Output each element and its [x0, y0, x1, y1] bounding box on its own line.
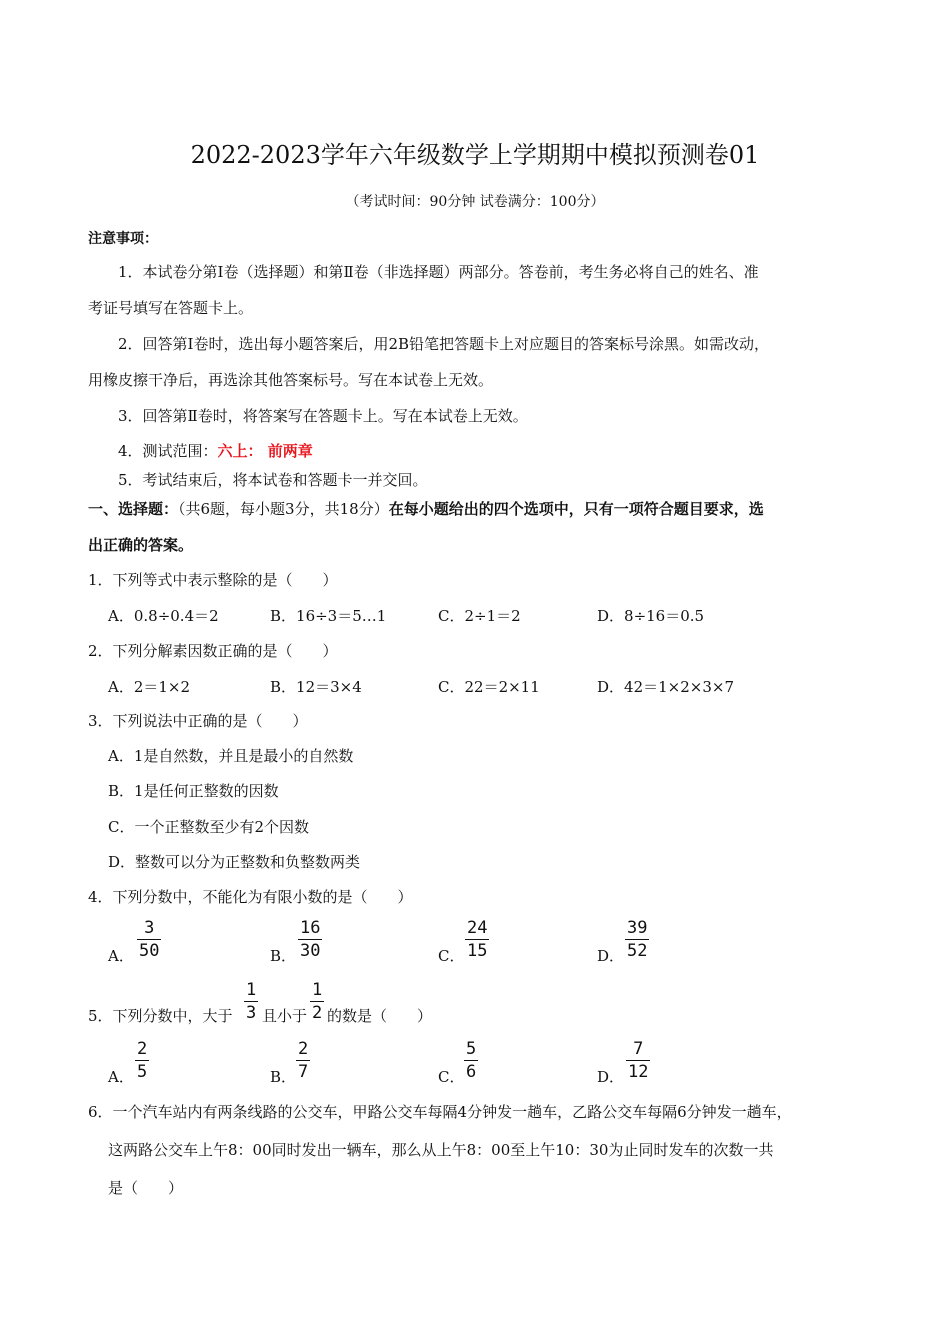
question-3-option-d: D．整数可以分为正整数和负整数两类 — [108, 853, 361, 871]
question-1-option-a: A．0.8÷0.4＝2 — [108, 607, 219, 625]
note-item-4 — [118, 440, 313, 461]
fraction-numerator: 5 — [466, 1039, 477, 1059]
question-1-option-c: C．2÷1＝2 — [438, 607, 521, 625]
question-1-stem: 1．下列等式中表示整除的是（ ） — [88, 571, 338, 589]
section-heading-line-2: 出正确的答案。 — [88, 536, 194, 554]
question-4-option-c-label: C． — [438, 947, 465, 965]
note-item-1-line-2: 考证号填写在答题卡上。 — [88, 299, 254, 317]
section-title: 一、选择题： — [88, 500, 179, 518]
question-5-option-b-fraction — [296, 1039, 310, 1082]
question-1-option-d: D．8÷16＝0.5 — [597, 607, 705, 625]
fraction-numerator: 1 — [246, 980, 257, 1000]
question-4-option-b-fraction — [298, 918, 322, 961]
question-2-stem: 2．下列分解素因数正确的是（ ） — [88, 642, 338, 660]
question-4-option-a-fraction — [137, 918, 161, 961]
fraction-denominator: 50 — [139, 941, 160, 961]
question-4-option-d-fraction — [625, 918, 649, 961]
question-4-option-a-label: A． — [108, 947, 134, 965]
question-5-option-c-fraction — [464, 1039, 478, 1082]
question-5-stem-part-1: 5．下列分数中，大于 — [88, 1007, 233, 1025]
fraction-numerator: 1 — [312, 980, 323, 1000]
test-range: 六上： 前两章 — [217, 442, 313, 460]
question-6-line-1: 6．一个汽车站内有两条线路的公交车，甲路公交车每隔4分钟发一趟车，乙路公交车每隔6分钟发一趟车， — [88, 1103, 792, 1121]
question-2-option-b: B．12＝3×4 — [270, 678, 362, 696]
notes-heading: 注意事项： — [88, 231, 158, 247]
fraction-denominator: 5 — [137, 1062, 148, 1082]
question-3-option-c: C．一个正整数至少有2个因数 — [108, 818, 310, 836]
note-item-5: 5．考试结束后，将本试卷和答题卡一并交回。 — [118, 471, 428, 489]
fraction-denominator: 3 — [246, 1003, 257, 1023]
fraction-numerator: 39 — [627, 918, 648, 938]
question-3-option-a: A．1是自然数，并且是最小的自然数 — [108, 747, 354, 765]
question-4-stem: 4．下列分数中，不能化为有限小数的是（ ） — [88, 888, 413, 906]
question-4-option-c-fraction — [465, 918, 489, 961]
question-5-stem-fraction-1 — [244, 980, 258, 1023]
question-4-option-b-label: B． — [270, 947, 297, 965]
question-5-stem-part-3: 的数是（ ） — [327, 1007, 433, 1025]
question-5-option-b-label: B． — [270, 1068, 297, 1086]
fraction-denominator: 15 — [467, 941, 488, 961]
question-3-option-b: B．1是任何正整数的因数 — [108, 782, 279, 800]
question-5-option-d-label: D． — [597, 1068, 625, 1086]
question-5-option-a-fraction — [135, 1039, 149, 1082]
fraction-numerator: 2 — [137, 1039, 148, 1059]
note-item-3: 3．回答第Ⅱ卷时，将答案写在答题卡上。写在本试卷上无效。 — [118, 407, 528, 425]
fraction-numerator: 7 — [633, 1039, 644, 1059]
section-score-info: （共6题，每小题3分，共18分） — [178, 500, 389, 518]
question-1-option-b: B．16÷3＝5…1 — [270, 607, 387, 625]
note-item-2-line-1: 2．回答第Ⅰ卷时，选出每小题答案后，用2B铅笔把答题卡上对应题目的答案标号涂黑。如需改动， — [118, 335, 770, 353]
question-3-stem: 3．下列说法中正确的是（ ） — [88, 712, 308, 730]
question-5-option-c-label: C． — [438, 1068, 465, 1086]
fraction-denominator: 6 — [466, 1062, 477, 1082]
fraction-denominator: 30 — [300, 941, 321, 961]
section-heading-line-1 — [88, 498, 764, 519]
fraction-numerator: 24 — [467, 918, 488, 938]
fraction-denominator: 2 — [312, 1003, 323, 1023]
question-6-line-2: 这两路公交车上午8：00同时发出一辆车，那么从上午8：00至上午10：30为止同时发车的次数一共 — [108, 1141, 774, 1159]
page-title: 2022-2023学年六年级数学上学期期中模拟预测卷01 — [190, 141, 760, 169]
question-5-stem-fraction-2 — [310, 980, 324, 1023]
question-2-option-a: A．2＝1×2 — [108, 678, 191, 696]
question-5-option-a-label: A． — [108, 1068, 134, 1086]
note-item-4-prefix: 4．测试范围： — [118, 442, 218, 460]
question-2-option-c: C．22＝2×11 — [438, 678, 540, 696]
fraction-numerator: 16 — [300, 918, 321, 938]
fraction-denominator: 7 — [298, 1062, 309, 1082]
question-2-option-d: D．42＝1×2×3×7 — [597, 678, 734, 696]
question-4-option-d-label: D． — [597, 947, 625, 965]
question-5-option-d-fraction — [626, 1039, 650, 1082]
fraction-denominator: 52 — [627, 941, 648, 961]
exam-info: （考试时间：90分钟 试卷满分：100分） — [345, 194, 605, 210]
section-instruction: 在每小题给出的四个选项中，只有一项符合题目要求，选 — [388, 500, 764, 518]
fraction-denominator: 12 — [628, 1062, 649, 1082]
question-6-line-3: 是（ ） — [108, 1179, 184, 1197]
fraction-numerator: 3 — [144, 918, 155, 938]
note-item-2-line-2: 用橡皮擦干净后，再选涂其他答案标号。写在本试卷上无效。 — [88, 371, 494, 389]
note-item-1-line-1: 1．本试卷分第Ⅰ卷（选择题）和第Ⅱ卷（非选择题）两部分。答卷前，考生务必将自己的姓名、准 — [118, 263, 759, 281]
fraction-numerator: 2 — [298, 1039, 309, 1059]
question-5-stem-part-2: 且小于 — [262, 1007, 308, 1025]
